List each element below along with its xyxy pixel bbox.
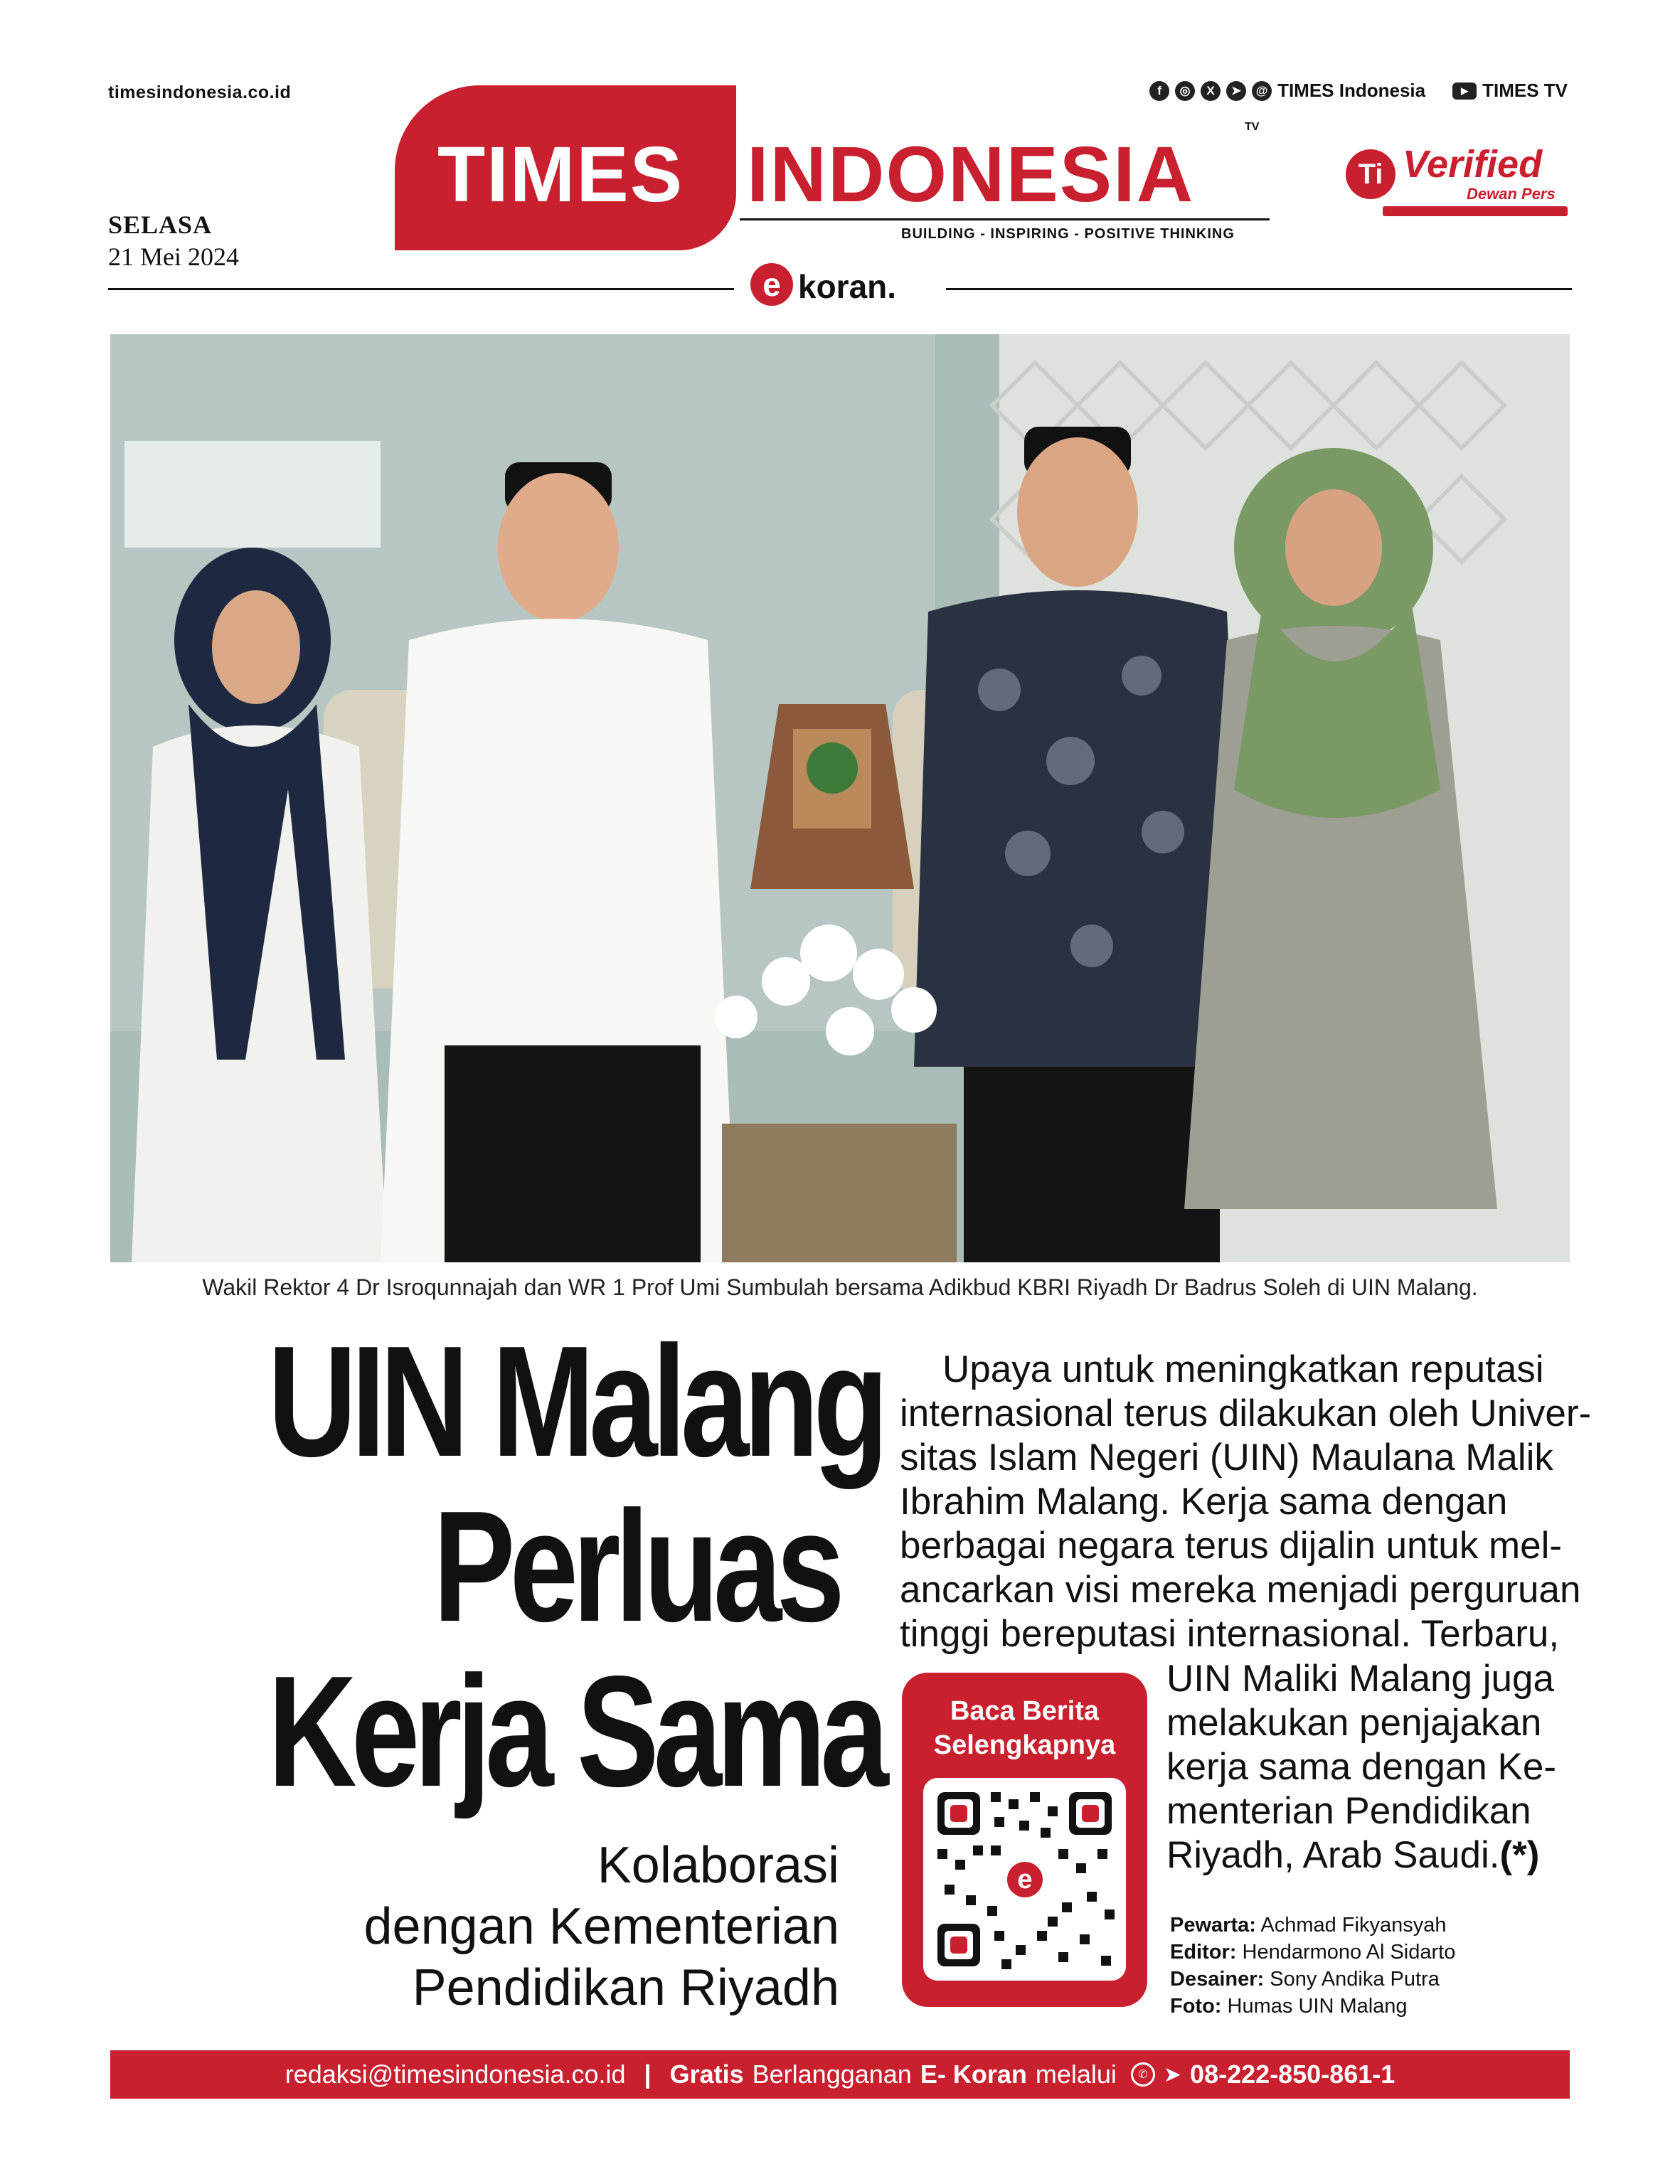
subhead-line-3: Pendidikan Riyadh: [412, 1959, 839, 2016]
body-line: menterian Pendidikan: [1166, 1790, 1531, 1832]
credit-value: Achmad Fikyansyah: [1260, 1914, 1447, 1937]
footer-separator: |: [644, 2060, 652, 2089]
credit-label: Pewarta:: [1170, 1914, 1256, 1937]
verified-text: Verified: [1403, 143, 1543, 186]
logo-times: TIMES: [437, 131, 684, 218]
qr-title-line-1: Baca Berita: [950, 1696, 1100, 1726]
body-line: melakukan penjajakan: [1166, 1702, 1542, 1744]
logo-indonesia: INDONESIA: [747, 131, 1195, 218]
body-line: internasional terus dilakukan oleh Univer-: [900, 1392, 1592, 1434]
article-body-bottom: [1166, 1657, 1572, 1877]
headline-line-2: Perluas: [432, 1479, 839, 1655]
qr-code[interactable]: [923, 1778, 1126, 1981]
headline: [267, 1314, 883, 1820]
footer-bar: [110, 2050, 1570, 2099]
header-rule-left: [108, 288, 734, 290]
ti-logo-icon: Ti: [1346, 149, 1395, 199]
body-line: [1166, 1833, 1572, 1877]
ekoran-text: koran.: [798, 268, 897, 305]
subhead-line-1: Kolaborasi: [597, 1837, 839, 1894]
social-handle: TIMES Indonesia: [1277, 80, 1426, 101]
verified-bar: [1383, 206, 1568, 216]
headline-line-1: UIN Malang: [267, 1314, 883, 1490]
threads-icon[interactable]: @: [1252, 81, 1272, 101]
telegram-icon[interactable]: ➤: [1226, 81, 1246, 101]
send-icon[interactable]: ➤: [1163, 2062, 1182, 2087]
body-end-mark: (*): [1499, 1834, 1540, 1876]
photo-caption: Wakil Rektor 4 Dr Isroqunnajah dan WR 1 Prof Umi Sumbulah bersama Adikbud KBRI Riyadh Dr Badrus Soleh di UIN Malang.: [202, 1274, 1478, 1300]
whatsapp-icon[interactable]: ✆: [1131, 2062, 1155, 2087]
body-line: berbagai negara terus dijalin untuk mel-: [900, 1525, 1562, 1567]
youtube-icon[interactable]: ▶: [1452, 82, 1477, 100]
logo-underline: [740, 218, 1270, 220]
credit-value: Humas UIN Malang: [1227, 1995, 1408, 2018]
article-photo: [110, 334, 1570, 1262]
instagram-icon[interactable]: ◎: [1175, 81, 1195, 101]
subhead-line-2: dengan Kementerian: [363, 1898, 839, 1955]
qr-title: [902, 1694, 1147, 1762]
issue-day: SELASA: [108, 211, 213, 239]
verified-badge: [1346, 142, 1573, 213]
logo-tagline: BUILDING - INSPIRING - POSITIVE THINKING: [901, 226, 1235, 242]
footer-berlangganan: Berlangganan: [752, 2060, 912, 2089]
footer-ekoran: E- Koran: [920, 2060, 1027, 2089]
body-line: Upaya untuk meningkatkan reputasi: [942, 1348, 1544, 1390]
footer-melalui: melalui: [1035, 2060, 1117, 2089]
body-line: UIN Maliki Malang juga: [1166, 1658, 1554, 1700]
credit-pewarta: [1170, 1912, 1455, 1939]
qr-card[interactable]: [902, 1673, 1147, 2007]
article-body-top: [900, 1348, 1592, 1656]
headline-line-3: Kerja Sama: [267, 1644, 883, 1820]
verified-sub: Dewan Pers: [1467, 185, 1556, 203]
footer-email[interactable]: redaksi@timesindonesia.co.id: [285, 2060, 626, 2089]
masthead-logo: [395, 85, 1270, 250]
x-icon[interactable]: X: [1201, 81, 1221, 101]
body-line: Ibrahim Malang. Kerja sama dengan: [900, 1481, 1508, 1523]
ekoran-e-icon: e: [750, 263, 793, 306]
qr-e-logo-icon: e: [1003, 1858, 1047, 1902]
credit-value: Hendarmono Al Sidarto: [1242, 1941, 1456, 1964]
tv-label: TIMES TV: [1482, 80, 1568, 101]
credit-value: Sony Andika Putra: [1270, 1968, 1440, 1991]
site-url[interactable]: timesindonesia.co.id: [108, 82, 292, 102]
photo-illustration: [110, 334, 1570, 1262]
body-line: ancarkan visi mereka menjadi perguruan: [900, 1569, 1581, 1611]
body-line-text: Riyadh, Arab Saudi.: [1166, 1834, 1500, 1876]
logo-tv: TV: [1245, 121, 1260, 133]
subheadline: [213, 1835, 839, 2018]
qr-title-line-2: Selengkapnya: [933, 1730, 1116, 1760]
body-line: tinggi bereputasi internasional. Terbaru,: [900, 1613, 1560, 1655]
credit-label: Editor:: [1170, 1941, 1237, 1964]
ekoran-logo: [740, 263, 942, 313]
credits: [1170, 1912, 1455, 2020]
footer-phone[interactable]: 08-222-850-861-1: [1190, 2060, 1395, 2089]
footer-gratis: Gratis: [669, 2060, 744, 2089]
header-rule-right: [946, 288, 1572, 290]
facebook-icon[interactable]: f: [1149, 81, 1169, 101]
credit-foto: [1170, 1993, 1455, 2020]
credit-label: Foto:: [1170, 1995, 1222, 2018]
credit-editor: [1170, 1939, 1455, 1966]
body-line: sitas Islam Negeri (UIN) Maulana Malik: [900, 1437, 1553, 1479]
body-line: kerja sama dengan Ke-: [1166, 1746, 1556, 1788]
credit-desainer: [1170, 1966, 1455, 1993]
issue-date: 21 Mei 2024: [108, 243, 239, 271]
credit-label: Desainer:: [1170, 1968, 1265, 1991]
